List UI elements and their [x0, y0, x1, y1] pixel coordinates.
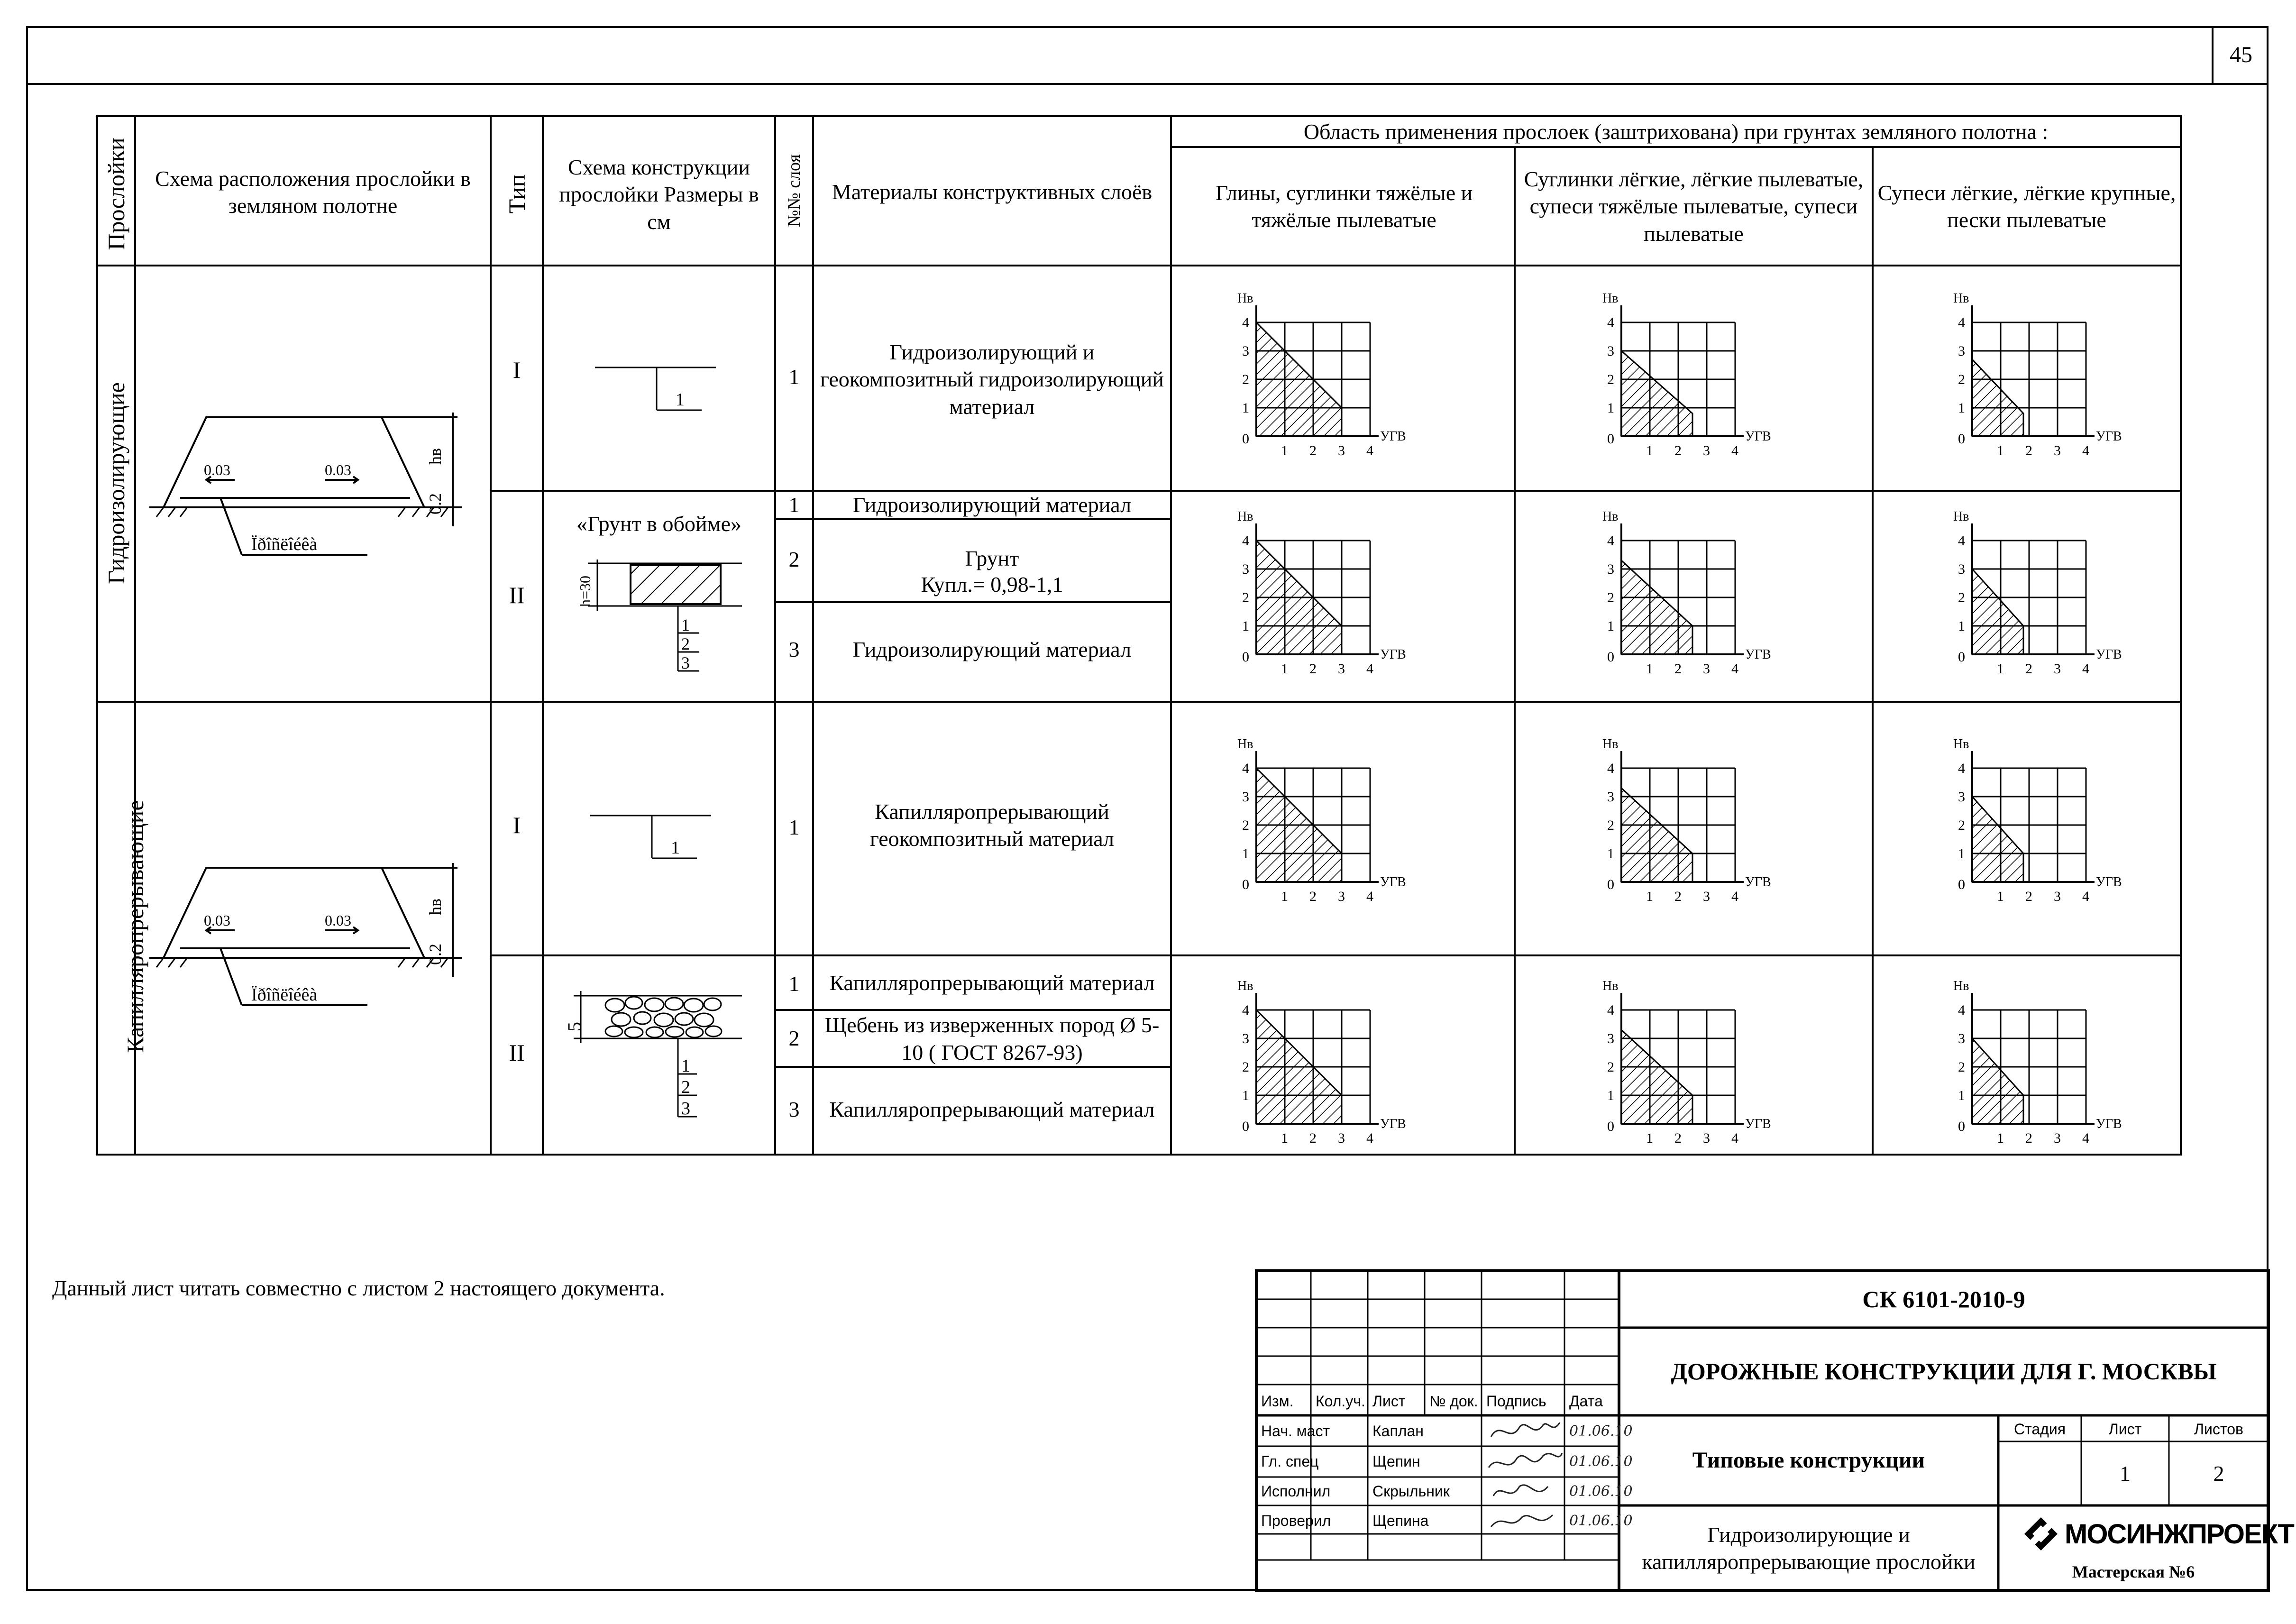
header-type: Тип	[503, 174, 530, 214]
tick-label: 3	[1607, 343, 1614, 359]
tick-label: 4	[1958, 533, 1965, 549]
tb-date: 01.06.10	[1569, 1453, 1633, 1470]
y-axis-label: Нв	[1953, 979, 1969, 993]
tick-label: 2	[1309, 889, 1317, 904]
construction-dim-label: 5	[564, 1022, 585, 1031]
x-axis-label: УГВ	[1745, 647, 1771, 662]
tick-label: 1	[1607, 618, 1614, 634]
tick-label: 4	[1958, 1002, 1965, 1018]
x-axis-label: УГВ	[2096, 429, 2122, 444]
tick-label: 1	[1242, 846, 1249, 862]
material-text: Капилляропрерывающий геокомпозитный материал	[869, 799, 1114, 851]
x-axis-label: УГВ	[1380, 647, 1406, 662]
construction-label-2: 2	[681, 634, 690, 653]
tb-sheet-label: Лист	[2108, 1420, 2142, 1438]
tick-label: 4	[1958, 761, 1965, 776]
tick-label: 0	[1242, 649, 1249, 665]
tick-label: 4	[2082, 889, 2089, 904]
tick-label: 2	[1607, 1059, 1614, 1075]
tick-label: 0	[1958, 431, 1965, 447]
tb-col-list: Лист	[1372, 1392, 1406, 1410]
y-axis-label: Нв	[1602, 291, 1619, 306]
y-axis-label: Нв	[1602, 979, 1619, 993]
layer-no: 1	[788, 493, 800, 517]
workshop-name: Мастерская №6	[2072, 1562, 2195, 1581]
tick-label: 1	[1646, 1130, 1653, 1146]
tick-label: 1	[1646, 889, 1653, 904]
tick-label: 1	[1281, 889, 1288, 904]
tick-label: 2	[1958, 372, 1965, 387]
tick-label: 2	[1674, 1130, 1682, 1146]
tick-label: 0	[1958, 649, 1965, 665]
tb-col-kol: Кол.уч.	[1316, 1392, 1365, 1410]
tb-col-izm: Изм.	[1261, 1392, 1294, 1410]
tb-date: 01.06.10	[1569, 1483, 1633, 1500]
tb-col-sign: Подпись	[1486, 1392, 1546, 1410]
y-axis-label: Нв	[1237, 737, 1253, 752]
tick-label: 0	[1242, 431, 1249, 447]
y-axis-label: Нв	[1602, 509, 1619, 524]
tick-label: 4	[1242, 1002, 1249, 1018]
tick-label: 4	[2082, 443, 2089, 459]
x-axis-label: УГВ	[2096, 875, 2122, 890]
tick-label: 3	[1242, 1031, 1249, 1046]
tick-label: 4	[1242, 533, 1249, 549]
y-axis-label: Нв	[1237, 291, 1253, 306]
tick-label: 3	[1242, 343, 1249, 359]
y-axis-label: Нв	[1953, 509, 1969, 524]
tick-label: 0	[1607, 431, 1614, 447]
tick-label: 2	[1242, 817, 1249, 833]
tb-sheets-label: Листов	[2194, 1420, 2243, 1438]
tick-label: 1	[1646, 443, 1653, 459]
x-axis-label: УГВ	[1380, 875, 1406, 890]
tick-label: 3	[2054, 1130, 2061, 1146]
tick-label: 2	[1242, 1059, 1249, 1075]
tick-label: 4	[1958, 315, 1965, 330]
doc-sheet-title: Гидроизолирующие и капилляропрерывающие прослойки	[1642, 1522, 1976, 1574]
signatures	[1482, 1415, 1567, 1534]
tick-label: 4	[1607, 1002, 1614, 1018]
type-cap-II: II	[509, 1039, 525, 1066]
layer-no: 1	[788, 815, 800, 840]
tick-label: 2	[2025, 889, 2032, 904]
tick-label: 1	[1281, 661, 1288, 677]
y-axis-label: Нв	[1237, 509, 1253, 524]
header-soil-2: Суглинки лёгкие, лёгкие пылеватые, супеси тяжёлые пылеватые, супеси пылеватые	[1524, 166, 1864, 246]
y-axis-label: Нв	[1237, 979, 1253, 993]
tick-label: 0	[1958, 877, 1965, 892]
tick-label: 3	[1958, 343, 1965, 359]
tick-label: 4	[1242, 761, 1249, 776]
tick-label: 3	[1338, 443, 1345, 459]
tb-role: Исполнил	[1261, 1482, 1331, 1500]
y-axis-label: Нв	[1602, 737, 1619, 752]
company-logo-icon	[2022, 1515, 2060, 1553]
tick-label: 2	[1674, 661, 1682, 677]
material-text: Капилляропрерывающий материал	[829, 1097, 1155, 1122]
tick-label: 4	[1366, 661, 1373, 677]
page-number: 45	[2212, 26, 2269, 83]
layer-no: 3	[788, 1097, 800, 1122]
tick-label: 0	[1242, 877, 1249, 892]
construction-layer-label: 1	[676, 390, 685, 410]
tb-col-date: Дата	[1569, 1392, 1603, 1410]
tick-label: 3	[1958, 789, 1965, 805]
tick-label: 4	[1366, 1130, 1373, 1146]
x-axis-label: УГВ	[1745, 875, 1771, 890]
tick-label: 3	[1607, 561, 1614, 577]
tick-label: 4	[1607, 315, 1614, 330]
tb-stage-label: Стадия	[2013, 1420, 2066, 1438]
header-materials: Материалы конструктивных слоёв	[832, 180, 1153, 204]
header-construction: Схема конструкции прослойки Размеры в см	[559, 155, 759, 234]
layer-no: 1	[788, 365, 800, 389]
material-text: Гидроизолирующий материал	[852, 493, 1132, 517]
tick-label: 4	[1366, 443, 1373, 459]
tick-label: 3	[1703, 889, 1710, 904]
tick-label: 1	[1242, 618, 1249, 634]
construction-label-1: 1	[681, 615, 690, 634]
tick-label: 4	[1366, 889, 1373, 904]
x-axis-label: УГВ	[2096, 1117, 2122, 1131]
tb-sheets-total: 2	[2213, 1461, 2224, 1486]
doc-code: СК 6101-2010-9	[1862, 1285, 2025, 1312]
slope-right-label: 0.03	[325, 461, 351, 478]
y-axis-label: Нв	[1953, 737, 1969, 752]
tick-label: 3	[1958, 1031, 1965, 1046]
tick-label: 4	[1242, 315, 1249, 330]
tick-label: 4	[1731, 443, 1738, 459]
tick-label: 0	[1242, 1119, 1249, 1134]
tick-label: 3	[1703, 1130, 1710, 1146]
tick-label: 1	[1607, 1088, 1614, 1103]
tick-label: 2	[2025, 443, 2032, 459]
company-name: МОСИНЖПРОЕКТ	[2065, 1518, 2294, 1550]
tb-role: Проверил	[1261, 1512, 1331, 1529]
tb-role: Нач. маст	[1261, 1422, 1330, 1440]
construction-label-1: 1	[681, 1056, 690, 1076]
material-text: Гидроизолирующий материал	[852, 637, 1132, 662]
tb-date: 01.06.10	[1569, 1422, 1633, 1440]
tick-label: 4	[2082, 661, 2089, 677]
tick-label: 1	[1958, 846, 1965, 862]
tb-name: Щепин	[1372, 1452, 1420, 1470]
tick-label: 2	[1242, 590, 1249, 606]
tick-label: 3	[1607, 1031, 1614, 1046]
tick-label: 1	[1281, 1130, 1288, 1146]
tick-label: 1	[1607, 400, 1614, 416]
material-text: Капилляропрерывающий материал	[829, 971, 1155, 995]
tick-label: 2	[1309, 443, 1317, 459]
header-scheme: Схема расположения прослойки в земляном полотне	[155, 166, 471, 218]
construction-layer-label: 1	[671, 838, 680, 858]
layer-no: 3	[788, 637, 800, 662]
tick-label: 0	[1958, 1119, 1965, 1134]
tick-label: 1	[1958, 618, 1965, 634]
tb-name: Щепина	[1372, 1512, 1429, 1529]
tick-label: 1	[1997, 443, 2004, 459]
header-soil-3: Супеси лёгкие, лёгкие крупные, пески пылеватые	[1877, 180, 2176, 232]
slope-right-label: 0.03	[325, 912, 351, 929]
x-axis-label: УГВ	[2096, 647, 2122, 662]
tick-label: 3	[1703, 443, 1710, 459]
tick-label: 2	[1309, 661, 1317, 677]
header-area: Область применения прослоек (заштрихована) при грунтах земляного полотна :	[1303, 119, 2049, 144]
type-cap-I: I	[512, 811, 521, 838]
tick-label: 4	[1731, 1130, 1738, 1146]
header-layers: Прослойки	[103, 138, 129, 250]
tick-label: 1	[1607, 846, 1614, 862]
tick-label: 3	[1242, 561, 1249, 577]
layer-no: 2	[788, 547, 800, 572]
tick-label: 3	[1958, 561, 1965, 577]
tick-label: 3	[1703, 661, 1710, 677]
construction-dim-label: h=30	[576, 575, 594, 607]
tick-label: 1	[1242, 1088, 1249, 1103]
tick-label: 2	[1607, 817, 1614, 833]
tick-label: 1	[1242, 400, 1249, 416]
tick-label: 3	[1338, 889, 1345, 904]
tick-label: 2	[1607, 590, 1614, 606]
header-soil-1: Глины, суглинки тяжёлые и тяжёлые пылеватые	[1215, 180, 1473, 232]
tick-label: 4	[1731, 889, 1738, 904]
tick-label: 2	[1958, 817, 1965, 833]
tick-label: 2	[1674, 889, 1682, 904]
header-layer-no: №№ слоя	[784, 154, 804, 227]
tick-label: 1	[1997, 889, 2004, 904]
tick-label: 0	[1607, 877, 1614, 892]
doc-title: ДОРОЖНЫЕ КОНСТРУКЦИИ ДЛЯ Г. МОСКВЫ	[1671, 1358, 2217, 1385]
note-text: Данный лист читать совместно с листом 2 настоящего документа.	[52, 1276, 665, 1300]
dim-02-label: 0.2	[426, 944, 445, 965]
tick-label: 2	[1958, 1059, 1965, 1075]
tick-label: 3	[1338, 661, 1345, 677]
slope-left-label: 0.03	[204, 912, 230, 929]
tick-label: 1	[1997, 1130, 2004, 1146]
type-hydro-II: II	[509, 581, 525, 608]
tick-label: 0	[1607, 1119, 1614, 1134]
x-axis-label: УГВ	[1745, 429, 1771, 444]
dim-hv-label: hв	[426, 899, 445, 915]
tb-sheet-no: 1	[2120, 1461, 2131, 1486]
tick-label: 4	[1607, 761, 1614, 776]
tick-label: 2	[1674, 443, 1682, 459]
slope-left-label: 0.03	[204, 461, 230, 478]
material-text: Грунт	[965, 546, 1019, 570]
group-name-hydro: Гидроизолирующие	[103, 382, 129, 584]
x-axis-label: УГВ	[1745, 1117, 1771, 1131]
tick-label: 4	[1731, 661, 1738, 677]
layer-tag-label: Ïðîñëîéêà	[251, 534, 318, 554]
tick-label: 3	[2054, 443, 2061, 459]
tb-name: Каплан	[1372, 1422, 1424, 1440]
tick-label: 3	[1607, 789, 1614, 805]
tick-label: 1	[1958, 400, 1965, 416]
construction-label-3: 3	[681, 1099, 690, 1119]
x-axis-label: УГВ	[1380, 429, 1406, 444]
doc-section: Типовые конструкции	[1692, 1448, 1925, 1473]
tick-label: 3	[2054, 889, 2061, 904]
construction-title-ground: «Грунт в обойме»	[576, 512, 742, 536]
tick-label: 2	[2025, 661, 2032, 677]
tick-label: 3	[1242, 789, 1249, 805]
dim-02-label: 0.2	[426, 493, 445, 514]
tick-label: 1	[1997, 661, 2004, 677]
tb-col-doc: № док.	[1429, 1392, 1478, 1410]
layer-no: 2	[788, 1026, 800, 1051]
tick-label: 1	[1281, 443, 1288, 459]
layer-tag-label: Ïðîñëîéêà	[251, 985, 318, 1005]
material-subtext: Купл.= 0,98-1,1	[921, 572, 1063, 596]
y-axis-label: Нв	[1953, 291, 1969, 306]
construction-label-3: 3	[681, 653, 690, 672]
x-axis-label: УГВ	[1380, 1117, 1406, 1131]
tb-role: Гл. спец	[1261, 1452, 1319, 1470]
tick-label: 2	[2025, 1130, 2032, 1146]
tick-label: 2	[1242, 372, 1249, 387]
tick-label: 2	[1958, 590, 1965, 606]
material-text: Щебень из изверженных пород Ø 5-10 ( ГОСТ 8267-93)	[824, 1013, 1160, 1064]
tick-label: 4	[1607, 533, 1614, 549]
tb-name: Скрыльник	[1372, 1482, 1450, 1500]
tick-label: 2	[1607, 372, 1614, 387]
group-name-capillary: Капилляропрерывающие	[122, 800, 148, 1053]
tick-label: 1	[1958, 1088, 1965, 1103]
material-text: Гидроизолирующий и геокомпозитный гидроизолирующий материал	[820, 339, 1164, 419]
dim-hv-label: hв	[426, 448, 445, 465]
type-hydro-I: I	[512, 356, 521, 383]
tb-date: 01.06.10	[1569, 1512, 1633, 1529]
tick-label: 4	[2082, 1130, 2089, 1146]
layer-no: 1	[788, 972, 800, 996]
tick-label: 2	[1309, 1130, 1317, 1146]
construction-label-2: 2	[681, 1077, 690, 1097]
tick-label: 3	[2054, 661, 2061, 677]
tick-label: 1	[1646, 661, 1653, 677]
tick-label: 3	[1338, 1130, 1345, 1146]
tick-label: 0	[1607, 649, 1614, 665]
